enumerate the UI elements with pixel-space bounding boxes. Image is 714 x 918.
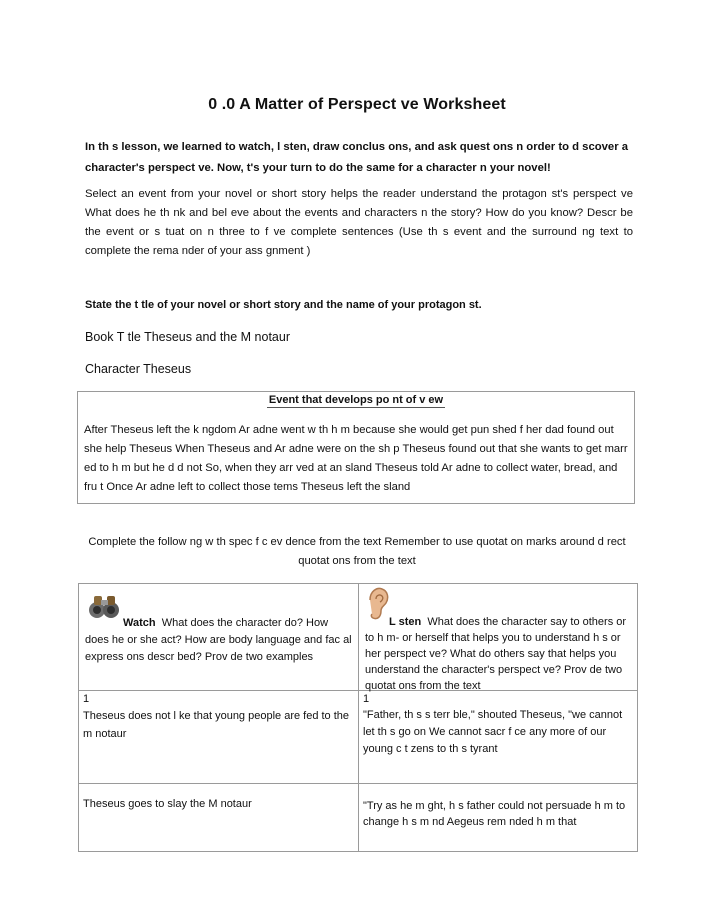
- listen-header-cell: [359, 584, 638, 691]
- listen-number-1: 1: [363, 693, 370, 705]
- intro-bold-paragraph: In th s lesson, we learned to watch, l sten, draw conclus ons, and ask quest ons n order to d scover a character's perspect ve. Now, t's your turn to do the same for a character n your novel!: [85, 141, 629, 174]
- watch-text-1: Theseus does not l ke that young people are fed to the m notaur: [83, 710, 350, 740]
- event-heading: Event that develops po nt of v ew: [268, 394, 444, 406]
- listen-text-1: "Father, th s s terr ble," shouted Theseus, "we cannot let th s go on We cannot sacr f ce any more of our young c t zens to th s tyrant: [363, 709, 623, 755]
- watch-text-2: Theseus goes to slay the M notaur: [83, 798, 252, 810]
- evidence-table: [78, 583, 638, 852]
- event-box: [77, 391, 635, 504]
- watch-header-cell: [79, 584, 359, 691]
- page-title: 0 .0 A Matter of Perspect ve Worksheet: [208, 96, 506, 113]
- watch-evidence-2: [79, 784, 359, 852]
- book-title-line: Book T tle Theseus and the M notaur: [85, 330, 290, 344]
- listen-evidence-1: [359, 691, 638, 784]
- state-title-prompt: State the t tle of your novel or short story and the name of your protagon st.: [85, 299, 482, 311]
- watch-prompt: What does the character do? How does he or she act? How are body language and fac al express ons descr bed? Prov de two examples: [85, 617, 352, 663]
- listen-evidence-2: [359, 784, 638, 852]
- watch-number-1: 1: [83, 693, 90, 705]
- listen-label: L sten: [389, 616, 422, 628]
- listen-text-2: "Try as he m ght, h s father could not persuade h m to change h s m nd Aegeus rem nded h m that: [363, 800, 626, 828]
- watch-evidence-1: [79, 691, 359, 784]
- event-text: After Theseus left the k ngdom Ar adne went w th h m because she would get pun shed f her dad found out she help Theseus When Theseus and Ar adne were on the sh p Theseus found out that she wants to get marr ed to h m but he d d not So, when they arr ved at an sland Theseus told Ar adne to collect water, bread, and fru t Once Ar adne left to collect those tems Theseus left the sland: [84, 424, 628, 493]
- intro-paragraph: Select an event from your novel or short story helps the reader understand the protagon st's perspect ve What does he th nk and bel eve about the events and characters n the story? How do you know? Descr be the event or s tuat on n three to f ve complete sentences (Use th s event and the surround ng text to complete the rema nder of your ass gnment ): [85, 188, 633, 257]
- character-line: Character Theseus: [85, 362, 192, 376]
- listen-prompt: What does the character say to others or to h m- or herself that helps you to understand h s or her perspect ve? What do others say that helps you understand the character's perspect ve? Prov de two quotat ons from the text: [365, 616, 627, 692]
- instructions: Complete the follow ng w th spec f c ev dence from the text Remember to use quotat on marks around d rect quotat ons from the text: [88, 536, 626, 567]
- watch-label: Watch: [123, 617, 156, 629]
